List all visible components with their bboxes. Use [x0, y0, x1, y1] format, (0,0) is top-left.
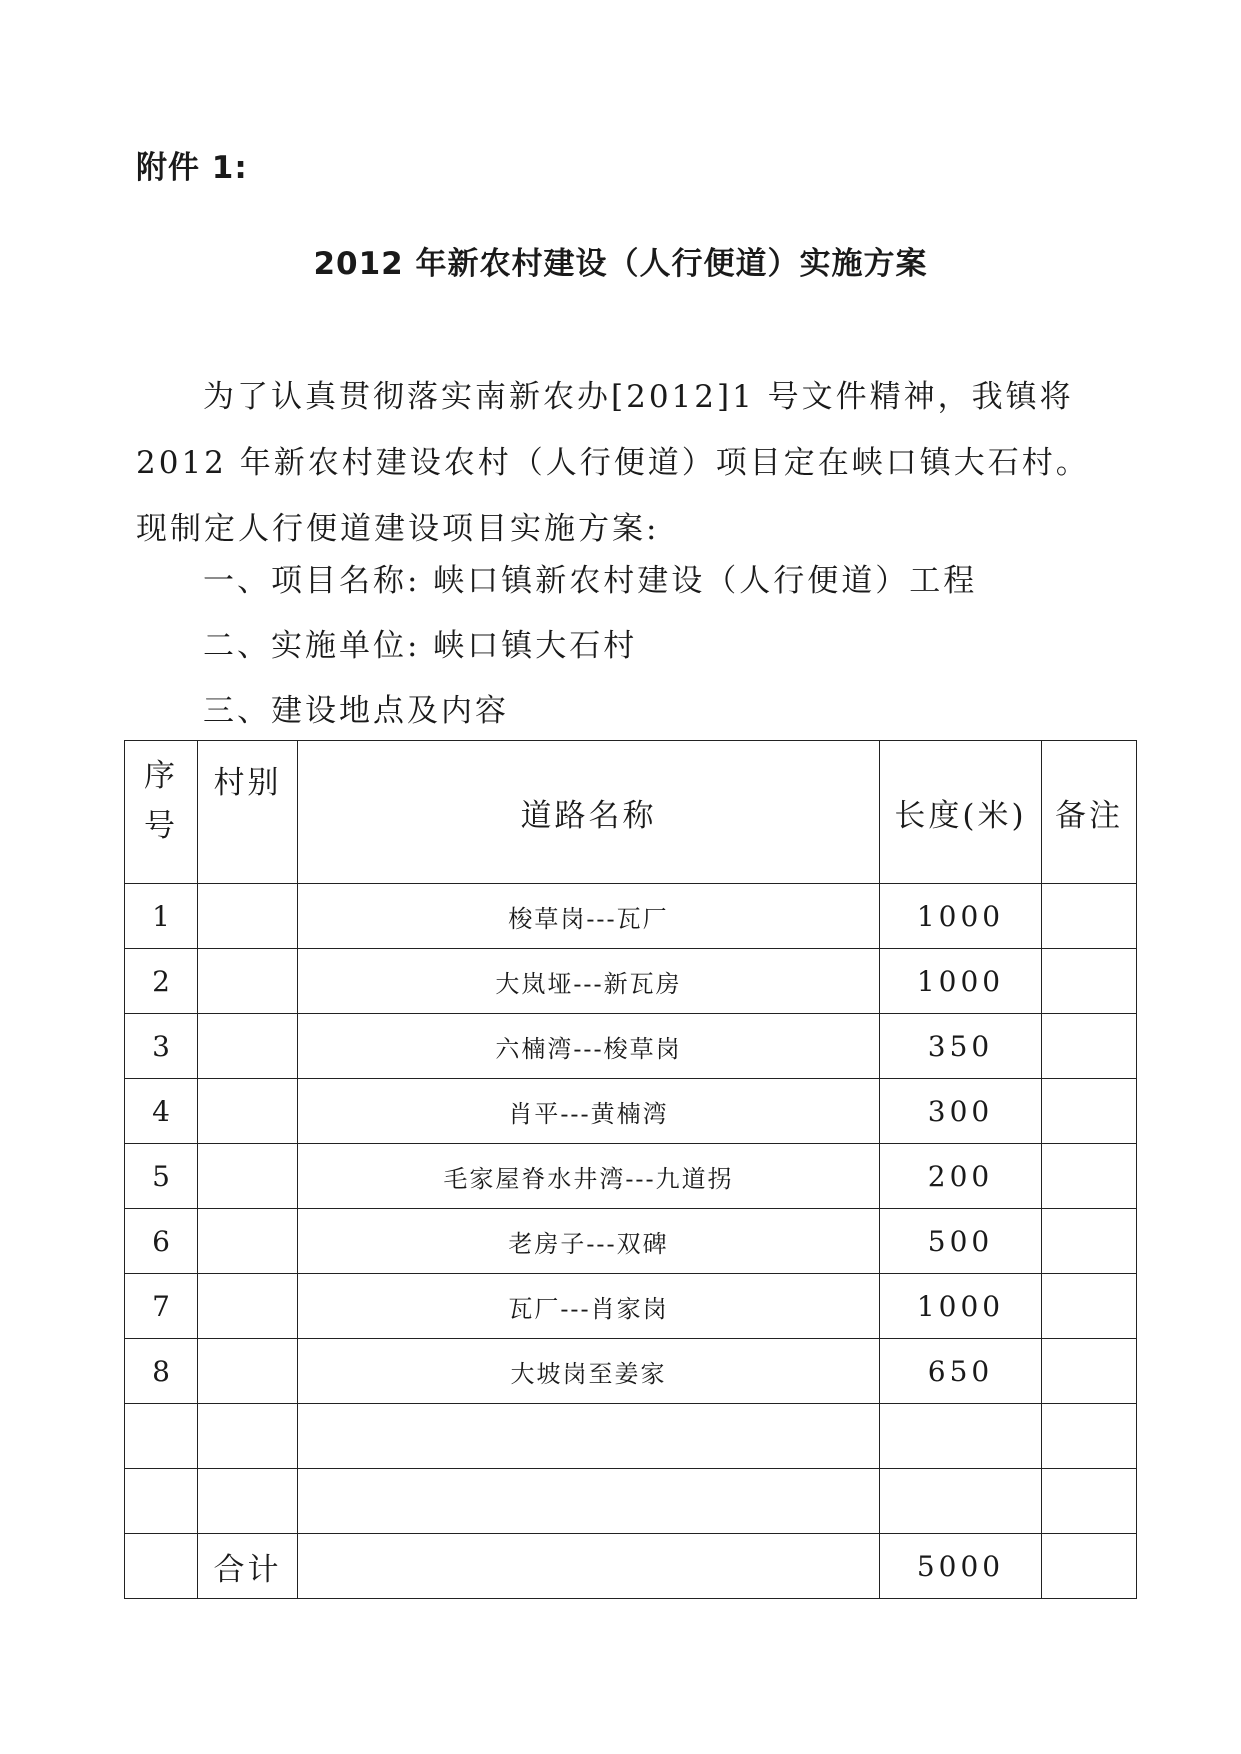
- cell-seq: 4: [125, 1079, 198, 1144]
- table-row: [125, 1014, 1137, 1079]
- table-header-row: [125, 741, 1137, 884]
- cell-village: [198, 1144, 298, 1209]
- cell-village: [198, 884, 298, 949]
- cell-seq: [125, 1534, 198, 1599]
- cell-seq: 8: [125, 1339, 198, 1404]
- cell-seq: [125, 1404, 198, 1469]
- cell-seq: 5: [125, 1144, 198, 1209]
- cell-length: [880, 1404, 1042, 1469]
- cell-length: 200: [880, 1144, 1042, 1209]
- cell-village: [198, 1469, 298, 1534]
- cell-village: [198, 1209, 298, 1274]
- cell-length: 1000: [880, 1274, 1042, 1339]
- header-seq-line2: 号: [144, 808, 178, 844]
- cell-remarks: [1042, 1079, 1137, 1144]
- cell-village: [198, 1274, 298, 1339]
- cell-road: 大坡岗至姜家: [298, 1339, 880, 1404]
- cell-road: [298, 1534, 880, 1599]
- total-length: 5000: [880, 1534, 1042, 1599]
- document-title: 2012 年新农村建设（人行便道）实施方案: [313, 246, 928, 282]
- table-row: [125, 1209, 1137, 1274]
- table-row: [125, 1144, 1137, 1209]
- table-row: [125, 1274, 1137, 1339]
- item-project-name: 一、项目名称: 峡口镇新农村建设（人行便道）工程: [203, 563, 978, 599]
- cell-remarks: [1042, 1144, 1137, 1209]
- table-row: [125, 884, 1137, 949]
- table-row: [125, 949, 1137, 1014]
- cell-length: 350: [880, 1014, 1042, 1079]
- cell-remarks: [1042, 1339, 1137, 1404]
- cell-remarks: [1042, 949, 1137, 1014]
- cell-remarks: [1042, 1534, 1137, 1599]
- cell-remarks: [1042, 1404, 1137, 1469]
- item-implementing-unit: 二、实施单位: 峡口镇大石村: [203, 628, 638, 664]
- cell-length: 1000: [880, 884, 1042, 949]
- cell-seq: 3: [125, 1014, 198, 1079]
- table-total-row: [125, 1534, 1137, 1599]
- construction-table: [124, 740, 1137, 1599]
- cell-remarks: [1042, 1014, 1137, 1079]
- total-label: 合计: [198, 1534, 298, 1599]
- cell-seq: 7: [125, 1274, 198, 1339]
- cell-road: 六楠湾---梭草岗: [298, 1014, 880, 1079]
- cell-village: [198, 1404, 298, 1469]
- cell-length: [880, 1469, 1042, 1534]
- cell-length: 500: [880, 1209, 1042, 1274]
- cell-length: 300: [880, 1079, 1042, 1144]
- table-row: [125, 1079, 1137, 1144]
- cell-length: 1000: [880, 949, 1042, 1014]
- header-seq-line1: 序: [144, 758, 178, 794]
- header-remarks: 备注: [1042, 741, 1137, 884]
- table-row: [125, 1404, 1137, 1469]
- intro-paragraph: 为了认真贯彻落实南新农办[2012]1 号文件精神，我镇将 2012 年新农村建设农村（人行便道）项目定在峡口镇大石村。现制定人行便道建设项目实施方案:: [136, 379, 1090, 547]
- cell-seq: 1: [125, 884, 198, 949]
- item-location-content: 三、建设地点及内容: [203, 693, 509, 729]
- cell-road: 瓦厂---肖家岗: [298, 1274, 880, 1339]
- table-row: [125, 1339, 1137, 1404]
- cell-remarks: [1042, 1209, 1137, 1274]
- header-seq: [125, 741, 198, 884]
- cell-road: 大岚垭---新瓦房: [298, 949, 880, 1014]
- header-length: 长度(米): [880, 741, 1042, 884]
- cell-length: 650: [880, 1339, 1042, 1404]
- cell-road: 老房子---双碑: [298, 1209, 880, 1274]
- cell-village: [198, 1339, 298, 1404]
- header-road: 道路名称: [298, 741, 880, 884]
- cell-road: 毛家屋脊水井湾---九道拐: [298, 1144, 880, 1209]
- cell-seq: 2: [125, 949, 198, 1014]
- cell-seq: 6: [125, 1209, 198, 1274]
- table-row: [125, 1469, 1137, 1534]
- cell-remarks: [1042, 1469, 1137, 1534]
- cell-road: [298, 1469, 880, 1534]
- annex-label: 附件 1:: [136, 150, 248, 186]
- cell-road: [298, 1404, 880, 1469]
- cell-village: [198, 1014, 298, 1079]
- cell-remarks: [1042, 884, 1137, 949]
- cell-road: 肖平---黄楠湾: [298, 1079, 880, 1144]
- header-village: 村别: [198, 741, 298, 884]
- cell-seq: [125, 1469, 198, 1534]
- cell-remarks: [1042, 1274, 1137, 1339]
- cell-village: [198, 949, 298, 1014]
- cell-road: 梭草岗---瓦厂: [298, 884, 880, 949]
- cell-village: [198, 1079, 298, 1144]
